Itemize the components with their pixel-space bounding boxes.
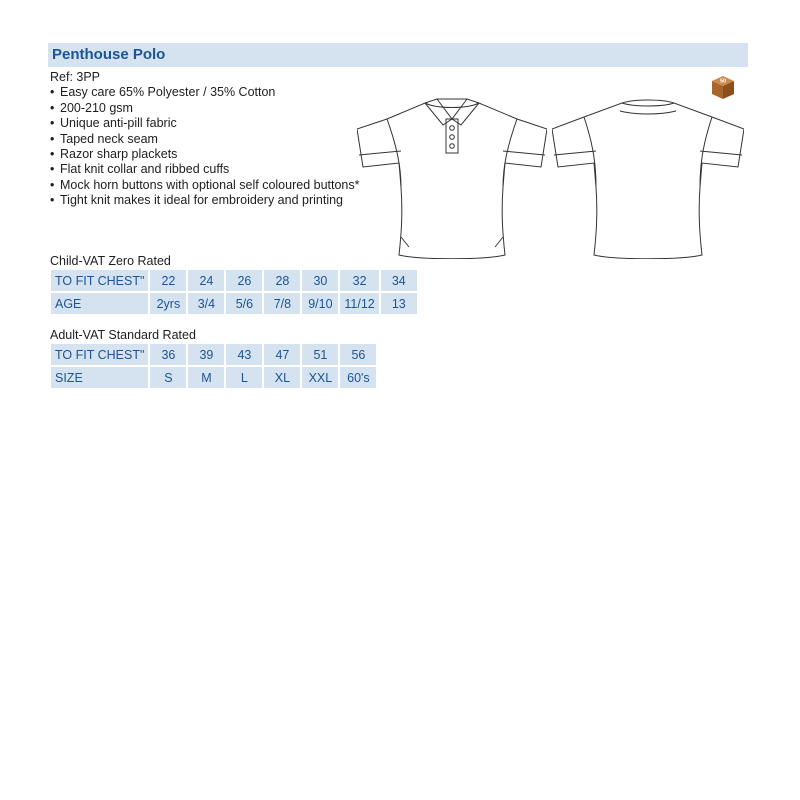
feature-item: • Unique anti-pill fabric	[50, 116, 359, 131]
feature-item: • Razor sharp plackets	[50, 147, 359, 162]
child-size-table	[49, 268, 419, 316]
feature-item: • Easy care 65% Polyester / 35% Cotton	[50, 85, 359, 100]
title-bar	[48, 43, 748, 67]
table-cell: L	[226, 367, 262, 388]
table-cell: 60's	[340, 367, 376, 388]
table-cell: 43	[226, 344, 262, 365]
table-row	[51, 293, 417, 314]
feature-item: • Tight knit makes it ideal for embroidery and printing	[50, 193, 359, 208]
table-row	[51, 367, 376, 388]
table-cell: 26	[226, 270, 262, 291]
feature-item: • 200-210 gsm	[50, 101, 359, 116]
table-cell: 24	[188, 270, 224, 291]
polo-back-illustration	[552, 97, 744, 259]
table-cell: 11/12	[340, 293, 378, 314]
table-header-cell: TO FIT CHEST"	[51, 270, 148, 291]
table-header-cell: TO FIT CHEST"	[51, 344, 148, 365]
product-ref: Ref: 3PP	[50, 70, 101, 84]
product-title: Penthouse Polo	[52, 46, 166, 63]
table-cell: 3/4	[188, 293, 224, 314]
table-cell: 56	[340, 344, 376, 365]
table-cell: 39	[188, 344, 224, 365]
table-cell: 47	[264, 344, 300, 365]
table-cell: S	[150, 367, 186, 388]
table-header-cell: AGE	[51, 293, 148, 314]
table-row	[51, 344, 376, 365]
table-cell: XXL	[302, 367, 338, 388]
child-section-heading: Child-VAT Zero Rated	[50, 254, 171, 268]
table-cell: 28	[264, 270, 300, 291]
table-cell: 36	[150, 344, 186, 365]
table-cell: 51	[302, 344, 338, 365]
adult-section-heading: Adult-VAT Standard Rated	[50, 328, 196, 342]
table-cell: M	[188, 367, 224, 388]
feature-item: • Mock horn buttons with optional self coloured buttons*	[50, 178, 359, 193]
feature-list	[50, 85, 359, 208]
table-cell: XL	[264, 367, 300, 388]
table-header-cell: SIZE	[51, 367, 148, 388]
table-row	[51, 270, 417, 291]
adult-size-table	[49, 342, 378, 390]
box-icon-label: 50	[719, 78, 727, 85]
table-cell: 22	[150, 270, 186, 291]
table-cell: 5/6	[226, 293, 262, 314]
polo-front-illustration	[357, 97, 547, 259]
table-cell: 7/8	[264, 293, 300, 314]
feature-item: • Taped neck seam	[50, 132, 359, 147]
product-specs	[50, 70, 359, 209]
feature-item: • Flat knit collar and ribbed cuffs	[50, 162, 359, 177]
table-cell: 34	[381, 270, 417, 291]
table-cell: 2yrs	[150, 293, 186, 314]
table-cell: 32	[340, 270, 378, 291]
table-cell: 9/10	[302, 293, 338, 314]
table-cell: 30	[302, 270, 338, 291]
table-cell: 13	[381, 293, 417, 314]
